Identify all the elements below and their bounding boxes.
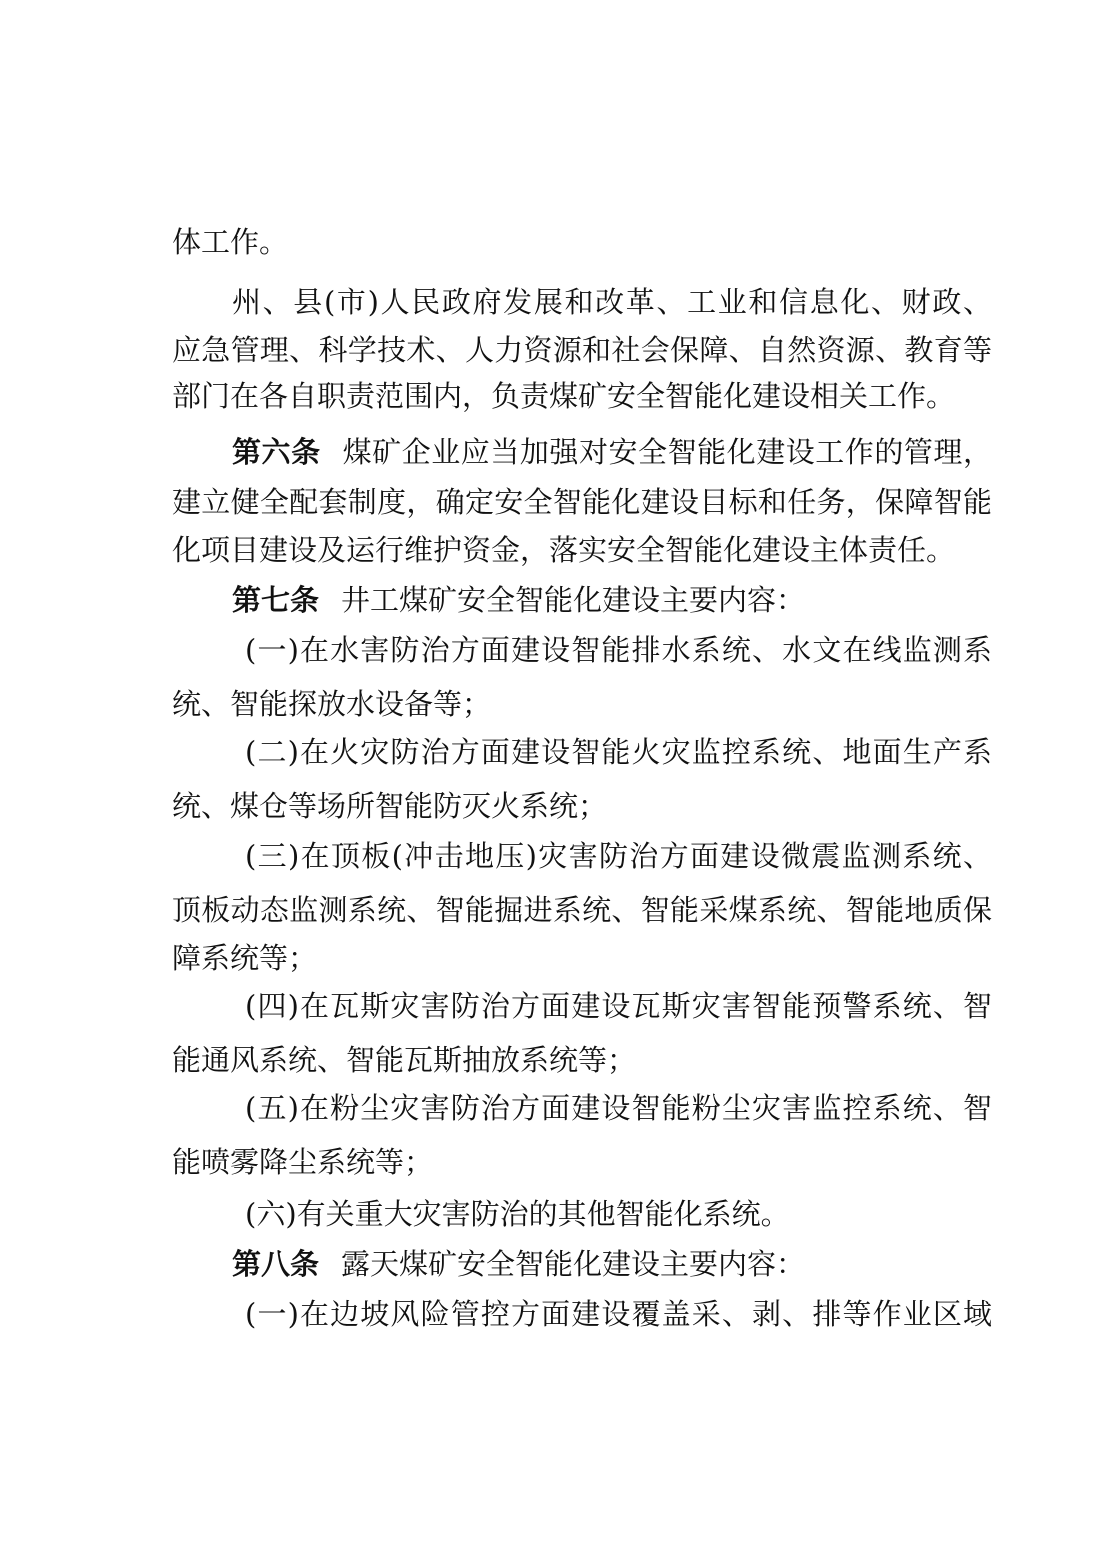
text-line: (一)在水害防治方面建设智能排水系统、水文在线监测系 (245, 633, 992, 667)
text-line: 州、县(市)人民政府发展和改革、工业和信息化、财政、 (232, 285, 992, 319)
text-line: (五)在粉尘灾害防治方面建设智能粉尘灾害监控系统、智 (245, 1091, 992, 1125)
article-paragraph (232, 432, 992, 472)
article-heading: 第七条 (232, 583, 320, 617)
text-line: 部门在各自职责范围内，负责煤矿安全智能化建设相关工作。 (172, 379, 956, 413)
text-line: (四)在瓦斯灾害防治方面建设瓦斯灾害智能预警系统、智 (245, 989, 992, 1023)
text-line: 能喷雾降尘系统等； (172, 1145, 434, 1179)
article-heading: 第六条 (232, 435, 321, 469)
text-line: (三)在顶板(冲击地压)灾害防治方面建设微震监测系统、 (245, 839, 992, 873)
text-line: 体工作。 (172, 225, 289, 259)
text-line: (二)在火灾防治方面建设智能火灾监控系统、地面生产系 (245, 735, 992, 769)
text-line: 化项目建设及运行维护资金，落实安全智能化建设主体责任。 (172, 533, 956, 567)
text-line: 建立健全配套制度，确定安全智能化建设目标和任务，保障智能 (172, 485, 992, 519)
text-line: 井工煤矿安全智能化建设主要内容： (341, 583, 806, 617)
text-line: 应急管理、科学技术、人力资源和社会保障、自然资源、教育等 (172, 333, 992, 367)
text-line: 统、智能探放水设备等； (172, 687, 492, 721)
text-line: (六)有关重大灾害防治的其他智能化系统。 (245, 1197, 790, 1231)
text-line: 统、煤仓等场所智能防灭火系统； (172, 789, 608, 823)
text-line: (一)在边坡风险管控方面建设覆盖采、剥、排等作业区域 (245, 1297, 992, 1331)
article-paragraph (232, 580, 992, 620)
text-line: 障系统等； (172, 941, 318, 975)
article-paragraph (232, 1244, 992, 1284)
article-heading: 第八条 (232, 1247, 320, 1281)
text-line: 露天煤矿安全智能化建设主要内容： (341, 1247, 806, 1281)
text-line: 能通风系统、智能瓦斯抽放系统等； (172, 1043, 637, 1077)
text-line: 煤矿企业应当加强对安全智能化建设工作的管理， (342, 435, 992, 469)
text-line: 顶板动态监测系统、智能掘进系统、智能采煤系统、智能地质保 (172, 893, 992, 927)
